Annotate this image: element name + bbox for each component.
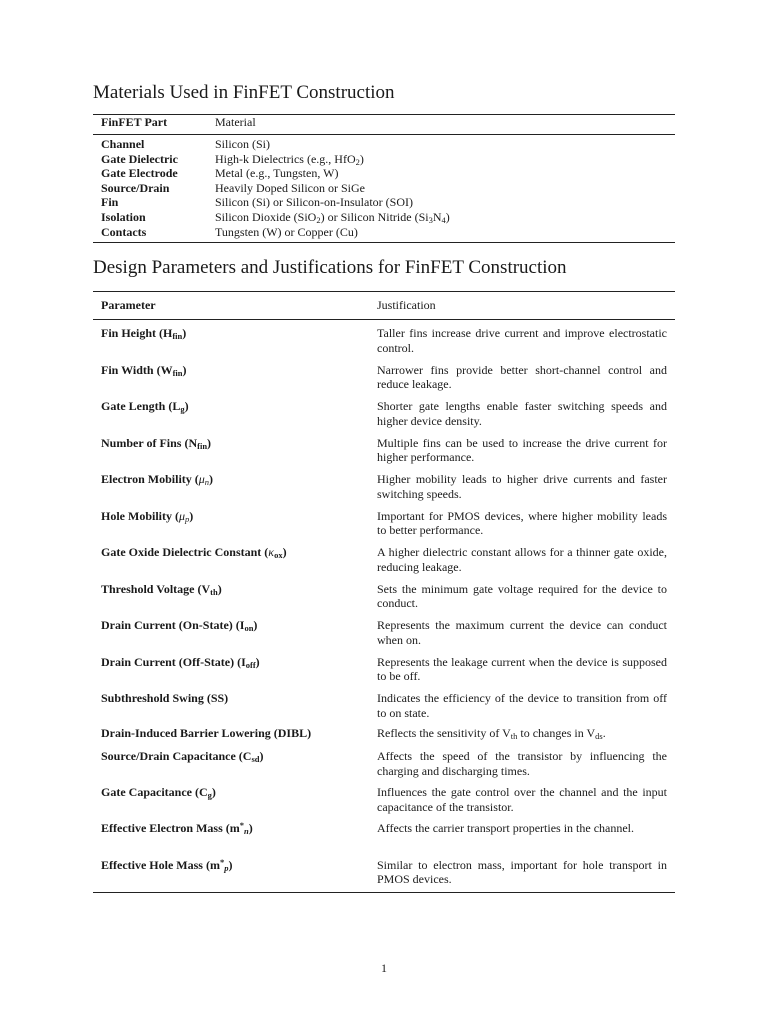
materials-header-material: Material xyxy=(215,115,256,129)
params-header-parameter: Parameter xyxy=(101,298,156,312)
materials-material: Silicon (Si) or Silicon-on-Insulator (SOI) xyxy=(215,195,413,210)
params-parameter: Drain Current (Off-State) $(I_{off})$ xyxy=(101,654,260,670)
params-parameter: Subthreshold Swing (SS) xyxy=(101,691,229,705)
params-parameter: Fin Width $(W_{fin})$ xyxy=(101,362,187,378)
params-header-justification: Justification xyxy=(377,298,436,312)
params-justification: A higher dielectric constant allows for a thinner gate oxide, reducing leakage. xyxy=(377,545,667,574)
materials-material: Silicon (Si) xyxy=(215,137,271,151)
params-justification: Represents the maximum current the device can conduct when on. xyxy=(377,618,667,647)
materials-part: Contacts xyxy=(101,224,147,239)
params-justification: Affects the carrier transport properties in the channel. xyxy=(377,821,635,835)
materials-part: Fin xyxy=(101,195,119,210)
params-parameter: Effective Electron Mass $(m^*_n)$ xyxy=(101,820,253,836)
params-justification: Similar to electron mass, important for hole transport in PMOS devices. xyxy=(377,857,667,887)
params-parameter: Hole Mobility $(\mu_p)$ xyxy=(101,508,194,524)
params-parameter: Number of Fins $(N_{fin})$ xyxy=(101,435,212,451)
params-parameter: Effective Hole Mass $(m^*_p)$ xyxy=(101,856,233,873)
params-parameter: Gate Oxide Dielectric Constant $(\kappa_{ox})$ xyxy=(101,545,287,560)
params-parameter: Gate Capacitance $(C_g)$ xyxy=(101,785,216,800)
params-parameter: Threshold Voltage $(V_{th})$ xyxy=(101,581,222,597)
params-top-rule xyxy=(93,291,675,292)
params-justification: Higher mobility leads to higher drive currents and faster switching speeds. xyxy=(377,472,667,501)
materials-part: Gate Dielectric xyxy=(101,151,178,166)
params-parameter: Drain Current (On-State) $(I_{on})$ xyxy=(101,618,258,633)
materials-material: Silicon Dioxide (SiO$_2$) or Silicon Nitride $(Si_3N_4)$ xyxy=(215,210,450,225)
params-justification: Multiple fins can be used to increase the drive current for higher performance. xyxy=(377,435,667,465)
materials-bottom-rule xyxy=(93,242,675,243)
materials-header-rule xyxy=(93,134,675,135)
params-justification: Influences the gate control over the channel and the input capacitance of the transistor. xyxy=(377,785,667,814)
materials-top-rule xyxy=(93,114,675,115)
materials-material: Metal (e.g., Tungsten, W) xyxy=(215,166,339,181)
params-justification: Important for PMOS devices, where higher mobility leads to better performance. xyxy=(377,508,667,538)
params-justification: Affects the speed of the transistor by influencing the charging and discharging times. xyxy=(377,749,667,778)
materials-title: Materials Used in FinFET Construction xyxy=(93,82,395,103)
params-header-rule xyxy=(93,319,675,320)
materials-part: Gate Electrode xyxy=(101,166,178,181)
params-parameter: Gate Length $(L_g)$ xyxy=(101,399,189,414)
params-justification: Represents the leakage current when the device is supposed to be off. xyxy=(377,654,667,684)
materials-material: Heavily Doped Silicon or SiGe xyxy=(215,180,365,195)
params-title: Design Parameters and Justifications for FinFET Construction xyxy=(93,257,567,278)
materials-part: Channel xyxy=(101,137,145,151)
params-justification: Reflects the sensitivity of $V_{th}$ to changes in $V_{ds}$. xyxy=(377,726,606,741)
params-justification: Indicates the efficiency of the device to transition from off to on state. xyxy=(377,691,667,720)
params-parameter: Fin Height $(H_{fin})$ xyxy=(101,326,187,341)
materials-part: Source/Drain xyxy=(101,180,170,195)
params-parameter: Drain-Induced Barrier Lowering (DIBL) xyxy=(101,726,312,740)
materials-header-part: FinFET Part xyxy=(101,115,168,129)
params-justification: Sets the minimum gate voltage required for the device to conduct. xyxy=(377,581,667,611)
page-number: 1 xyxy=(381,961,387,975)
params-bottom-rule xyxy=(93,892,675,893)
params-parameter: Electron Mobility $(\mu_n)$ xyxy=(101,472,214,487)
params-justification: Shorter gate lengths enable faster switching speeds and higher device density. xyxy=(377,399,667,428)
materials-material: High-k Dielectrics (e.g., HfO$_2$) xyxy=(215,151,364,167)
materials-part: Isolation xyxy=(101,210,146,224)
params-justification: Narrower fins provide better short-channel control and reduce leakage. xyxy=(377,362,667,392)
params-parameter: Source/Drain Capacitance $(C_{sd})$ xyxy=(101,749,264,764)
materials-material: Tungsten (W) or Copper (Cu) xyxy=(215,224,358,239)
params-justification: Taller fins increase drive current and improve electrostatic control. xyxy=(377,326,667,355)
